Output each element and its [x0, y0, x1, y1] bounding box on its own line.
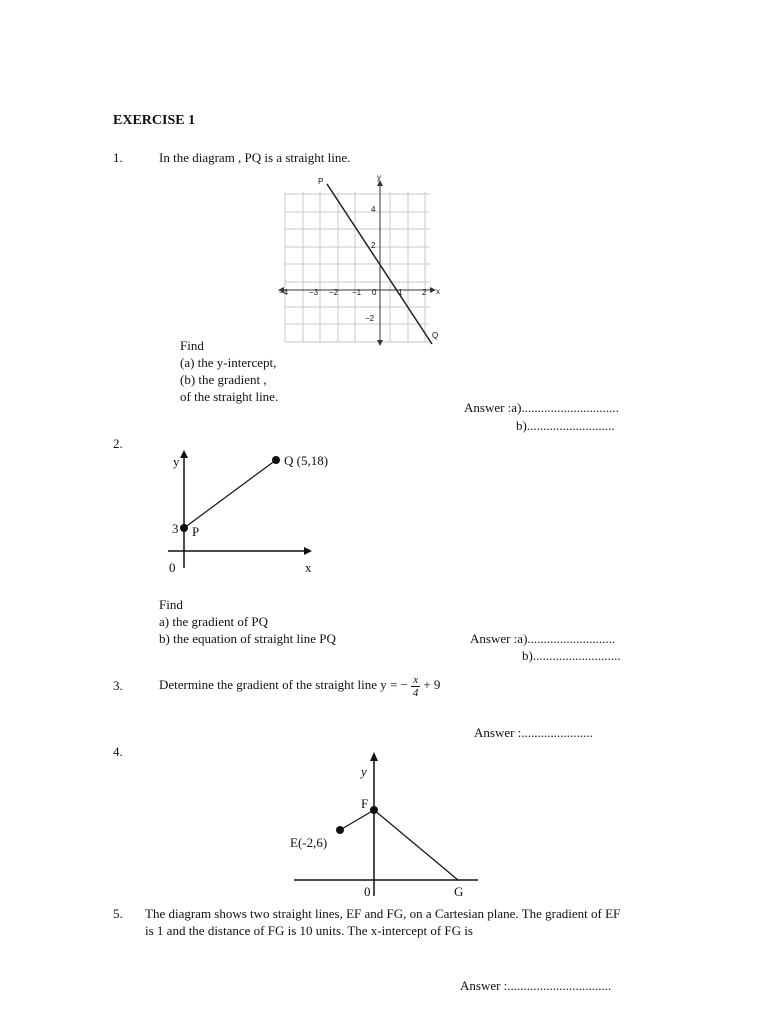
graph-label-q: Q (5,18) [284, 453, 329, 468]
question-5-number: 5. [113, 906, 123, 921]
point-f [370, 806, 378, 814]
grid-lines [285, 192, 430, 342]
graph-label-y: y [377, 173, 381, 182]
graph-label-p: P [318, 177, 324, 186]
question-5-answer: Answer :................................ [460, 978, 612, 993]
y-axis-arrow [180, 450, 188, 458]
question-1-text: In the diagram , PQ is a straight line. [159, 150, 351, 165]
question-5-line-2: is 1 and the distance of FG is 10 units. The x-intercept of FG is [145, 923, 473, 938]
exercise-title: EXERCISE 1 [113, 113, 196, 128]
question-4-number: 4. [113, 744, 123, 759]
question-3-fraction [411, 674, 420, 699]
question-2-answer-b: b)........................... [522, 648, 621, 663]
question-1-answer-a: Answer :a).............................. [464, 400, 619, 415]
question-3-text-main: Determine the gradient of the straight line y = − [159, 677, 408, 692]
y-axis-arrow-down [377, 340, 383, 346]
fraction-denominator: 4 [412, 686, 419, 699]
question-2-part-b: b) the equation of straight line PQ [159, 631, 336, 646]
question-3-text [159, 670, 440, 700]
x-tick-label: 0 [372, 288, 377, 297]
question-1-part-b: (b) the gradient , [180, 372, 267, 387]
line-fg [374, 810, 458, 880]
x-tick-label: −3 [309, 288, 319, 297]
line-pq [184, 460, 276, 528]
question-1-find: Find [180, 338, 204, 353]
y-tick-label: 2 [371, 241, 376, 250]
graph-label-g: G [454, 884, 464, 899]
point-q [272, 456, 280, 464]
graph-label-q: Q [432, 331, 439, 340]
question-2-number: 2. [113, 436, 123, 451]
question-2-answer-a: Answer :a)........................... [470, 631, 616, 646]
question-4-graph [280, 748, 490, 900]
graph-label-x: x [305, 560, 312, 575]
question-2-find: Find [159, 597, 183, 612]
question-3-number: 3. [113, 678, 123, 693]
question-2-graph [160, 444, 360, 576]
question-5-line-1: The diagram shows two straight lines, EF and FG, on a Cartesian plane. The gradient of EF [145, 906, 621, 921]
question-1-graph [270, 172, 450, 350]
fraction-numerator: x [413, 673, 419, 686]
graph-label-origin: 0 [169, 560, 176, 575]
graph-label-y: y [173, 454, 180, 469]
graph-label-y: y [361, 764, 367, 779]
y-tick-label: −2 [365, 314, 375, 323]
x-tick-label: −2 [329, 288, 339, 297]
question-2-part-a: a) the gradient of PQ [159, 614, 269, 629]
graph-label-f: F [361, 796, 369, 811]
x-tick-label: −4 [279, 288, 289, 297]
point-e [336, 826, 344, 834]
x-axis-arrow [304, 547, 312, 555]
question-1-part-c: of the straight line. [180, 389, 279, 404]
x-tick-label: −1 [352, 288, 362, 297]
question-1-answer-b: b)........................... [516, 418, 615, 433]
question-1-number: 1. [113, 150, 123, 165]
question-3-answer: Answer :...................... [474, 725, 593, 740]
line-ef [340, 810, 374, 830]
graph-label-origin: 0 [364, 884, 371, 899]
x-tick-label: 1 [398, 288, 403, 297]
y-tick-label: 4 [371, 205, 376, 214]
question-1-part-a: (a) the y-intercept, [180, 355, 277, 370]
y-axis-arrow [370, 752, 378, 761]
point-p [180, 524, 188, 532]
graph-label-3: 3 [172, 521, 179, 536]
question-3-text-tail: + 9 [423, 677, 441, 692]
graph-label-e: E(-2,6) [290, 835, 328, 850]
graph-label-x: x [436, 287, 440, 296]
graph-label-p: P [192, 524, 200, 539]
x-tick-label: 2 [422, 288, 427, 297]
